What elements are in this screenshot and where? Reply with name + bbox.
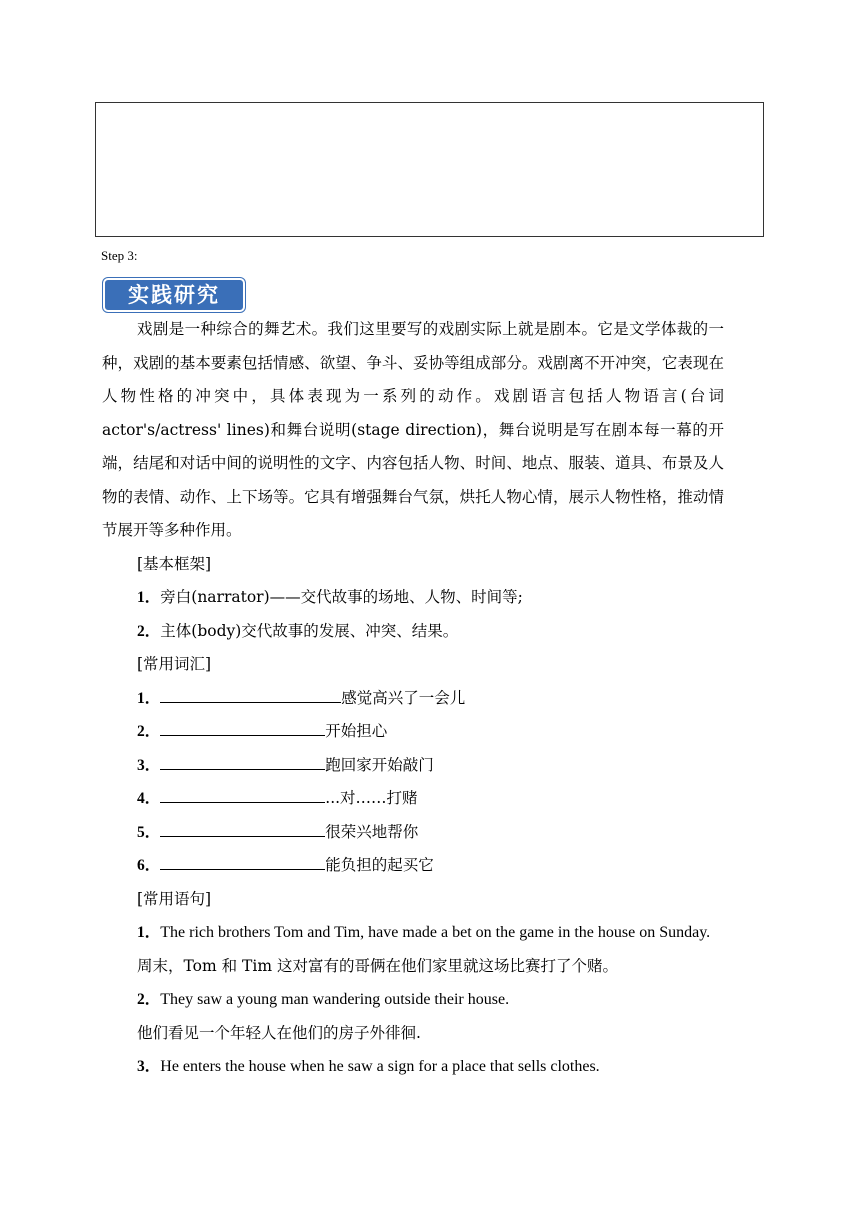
item-number: 4．	[137, 790, 161, 807]
fill-blank[interactable]	[160, 849, 325, 870]
fill-blank[interactable]	[160, 816, 325, 837]
item-number: 1．	[137, 589, 161, 606]
framework-heading: [基本框架]	[137, 554, 212, 573]
fill-blank[interactable]	[160, 749, 325, 770]
vocabulary-item	[137, 682, 759, 716]
section-banner: 实践研究	[103, 278, 245, 312]
vocabulary-item	[137, 782, 759, 816]
fill-blank[interactable]	[160, 682, 341, 703]
item-number: 1．	[137, 924, 161, 941]
item-text: 旁白(narrator)——交代故事的场地、人物、时间等;	[160, 588, 523, 606]
item-text: 跑回家开始敲门	[325, 755, 434, 774]
item-text: ...对……打赌	[325, 789, 418, 807]
item-text: 开始担心	[325, 722, 388, 740]
content	[102, 313, 759, 1084]
sentence-translation: 周末，Tom 和 Tim 这对富有的哥俩在他们家里就这场比赛打了个赌。	[137, 956, 618, 975]
fill-blank[interactable]	[160, 782, 325, 803]
sentence-translation: 他们看见一个年轻人在他们的房子外徘徊.	[137, 1023, 421, 1042]
item-text: 感觉高兴了一会儿	[341, 688, 466, 707]
framework-item	[137, 581, 759, 615]
item-number: 1．	[137, 689, 161, 707]
item-text: 很荣兴地帮你	[325, 822, 419, 841]
sentence-en	[137, 983, 759, 1017]
framework-item	[137, 615, 759, 649]
sentence-text: He enters the house when he saw a sign for a place that sells clothes.	[160, 1058, 600, 1075]
sentences-heading: [常用语句]	[137, 889, 212, 908]
item-text: 能负担的起买它	[325, 856, 434, 874]
vocabulary-item	[137, 816, 759, 850]
sentence-en	[137, 916, 759, 950]
vocabulary-heading: [常用词汇]	[137, 655, 212, 673]
answer-box[interactable]	[95, 102, 764, 237]
item-text: 主体(body)交代故事的发展、冲突、结果。	[160, 621, 459, 640]
sentence-text: They saw a young man wandering outside their house.	[160, 991, 510, 1008]
item-number: 2．	[137, 622, 161, 640]
item-number: 3．	[137, 756, 161, 774]
sentence-text: The rich brothers Tom and Tim, have made a bet on the game in the house on Sunday.	[160, 924, 711, 941]
fill-blank[interactable]	[160, 715, 325, 736]
item-number: 5．	[137, 823, 161, 841]
intro-paragraph: 戏剧是一种综合的舞艺术。我们这里要写的戏剧实际上就是剧本。它是文学体裁的一种，戏剧的基本要素包括情感、欲望、争斗、妥协等组成部分。戏剧离不开冲突，它表现在人物性格的冲突中，具体表现为一系列的动作。戏剧语言包括人物语言(台词actor's/actress' lines)和舞台说明(stage direction)，舞台说明是写在剧本每一幕的开端，结尾和对话中间的说明性的文字、内容包括人物、时间、地点、服装、道具、布景及人物的表情、动作、上下场等。它具有增强舞台气氛，烘托人物心情，展示人物性格，推动情节展开等多种作用。	[102, 320, 724, 539]
vocabulary-item	[137, 849, 759, 883]
item-number: 2．	[137, 991, 161, 1008]
step-label: Step 3:	[101, 248, 138, 263]
sentence-en	[137, 1050, 759, 1084]
item-number: 2．	[137, 723, 161, 740]
item-number: 3．	[137, 1058, 161, 1075]
vocabulary-item	[137, 749, 759, 783]
item-number: 6．	[137, 857, 161, 874]
vocabulary-item	[137, 715, 759, 749]
